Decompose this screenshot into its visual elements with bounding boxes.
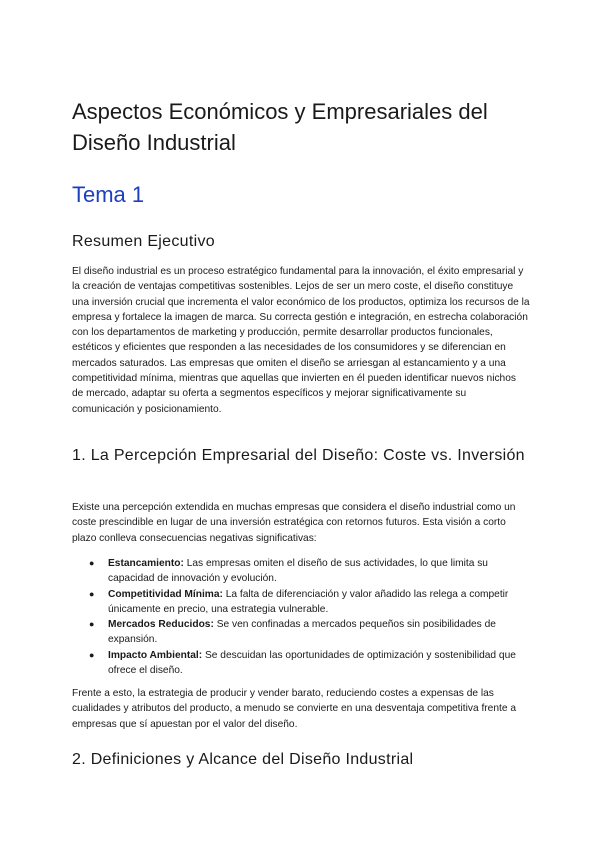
list-item: [72, 587, 530, 618]
document-title: Aspectos Económicos y Empresariales del Diseño Industrial: [72, 99, 488, 155]
bullet-text: Las empresas omiten el diseño de sus actividades, lo que limita su capacidad de innovación y evolución.: [108, 558, 488, 585]
section-1-bullet-list: [72, 556, 530, 678]
list-item: [72, 556, 530, 587]
section-1-intro: Existe una percepción extendida en muchas empresas que considera el diseño industrial como un coste prescindible en lugar de una inversión estratégica con retornos futuros. Esta visión a corto plazo conlleva consecuencias negativas significativas:: [72, 502, 516, 544]
bullet-text: Se ven confinadas a mercados pequeños sin posibilidades de expansión.: [108, 619, 496, 646]
bullet-icon: ●: [89, 558, 95, 568]
section-1-closing: Frente a esto, la estrategia de producir y vender barato, reduciendo costes a expensas de las cualidades y atributos del producto, a menudo se convierte en una desventaja competitiva frente a empresas que sí apuestan por el valor del diseño.: [72, 688, 516, 730]
bullet-term: Estancamiento:: [108, 558, 184, 569]
section-1-heading: 1. La Percepción Empresarial del Diseño: Coste vs. Inversión: [72, 447, 525, 464]
bullet-icon: ●: [89, 588, 95, 599]
section-2-heading: 2. Definiciones y Alcance del Diseño Industrial: [72, 751, 414, 768]
summary-paragraph: El diseño industrial es un proceso estratégico fundamental para la innovación, el éxito empresarial y la creación de ventajas competitivas sostenibles. Lejos de ser un mero coste, el diseño constituye una inversión crucial que incrementa el valor económico de los productos, optimiza los recursos de la empresa y fortalece la imagen de marca. Su correcta gestión e integración, en estrecha colaboración con los departamentos de marketing y producción, permite desarrollar productos funcionales, estéticos y eficientes que responden a las necesidades de los consumidores y se diferencian en mercados saturados. Las empresas que omiten el diseño se arriesgan al estancamiento y a una competitividad mínima, mientras que aquellas que invierten en él pueden identificar nuevos nichos de mercado, adaptar su oferta a segmentos específicos y mejorar significativamente su comunicación y posicionamiento.: [72, 266, 530, 415]
list-item: [72, 648, 530, 679]
bullet-icon: ●: [89, 619, 95, 630]
bullet-icon: ●: [89, 649, 95, 660]
bullet-term: Impacto Ambiental:: [108, 649, 203, 661]
summary-heading: Resumen Ejecutivo: [72, 233, 215, 250]
tema-heading: Tema 1: [72, 182, 145, 207]
bullet-text: Se descuidan las oportunidades de optimización y sostenibilidad que ofrece el diseño.: [108, 649, 516, 677]
bullet-term: Competitividad Mínima:: [108, 588, 223, 600]
list-item: [72, 617, 530, 648]
bullet-term: Mercados Reducidos:: [108, 619, 214, 631]
bullet-text: La falta de diferenciación y valor añadido las relega a competir únicamente en precio, una estrategia vulnerable.: [108, 588, 509, 615]
